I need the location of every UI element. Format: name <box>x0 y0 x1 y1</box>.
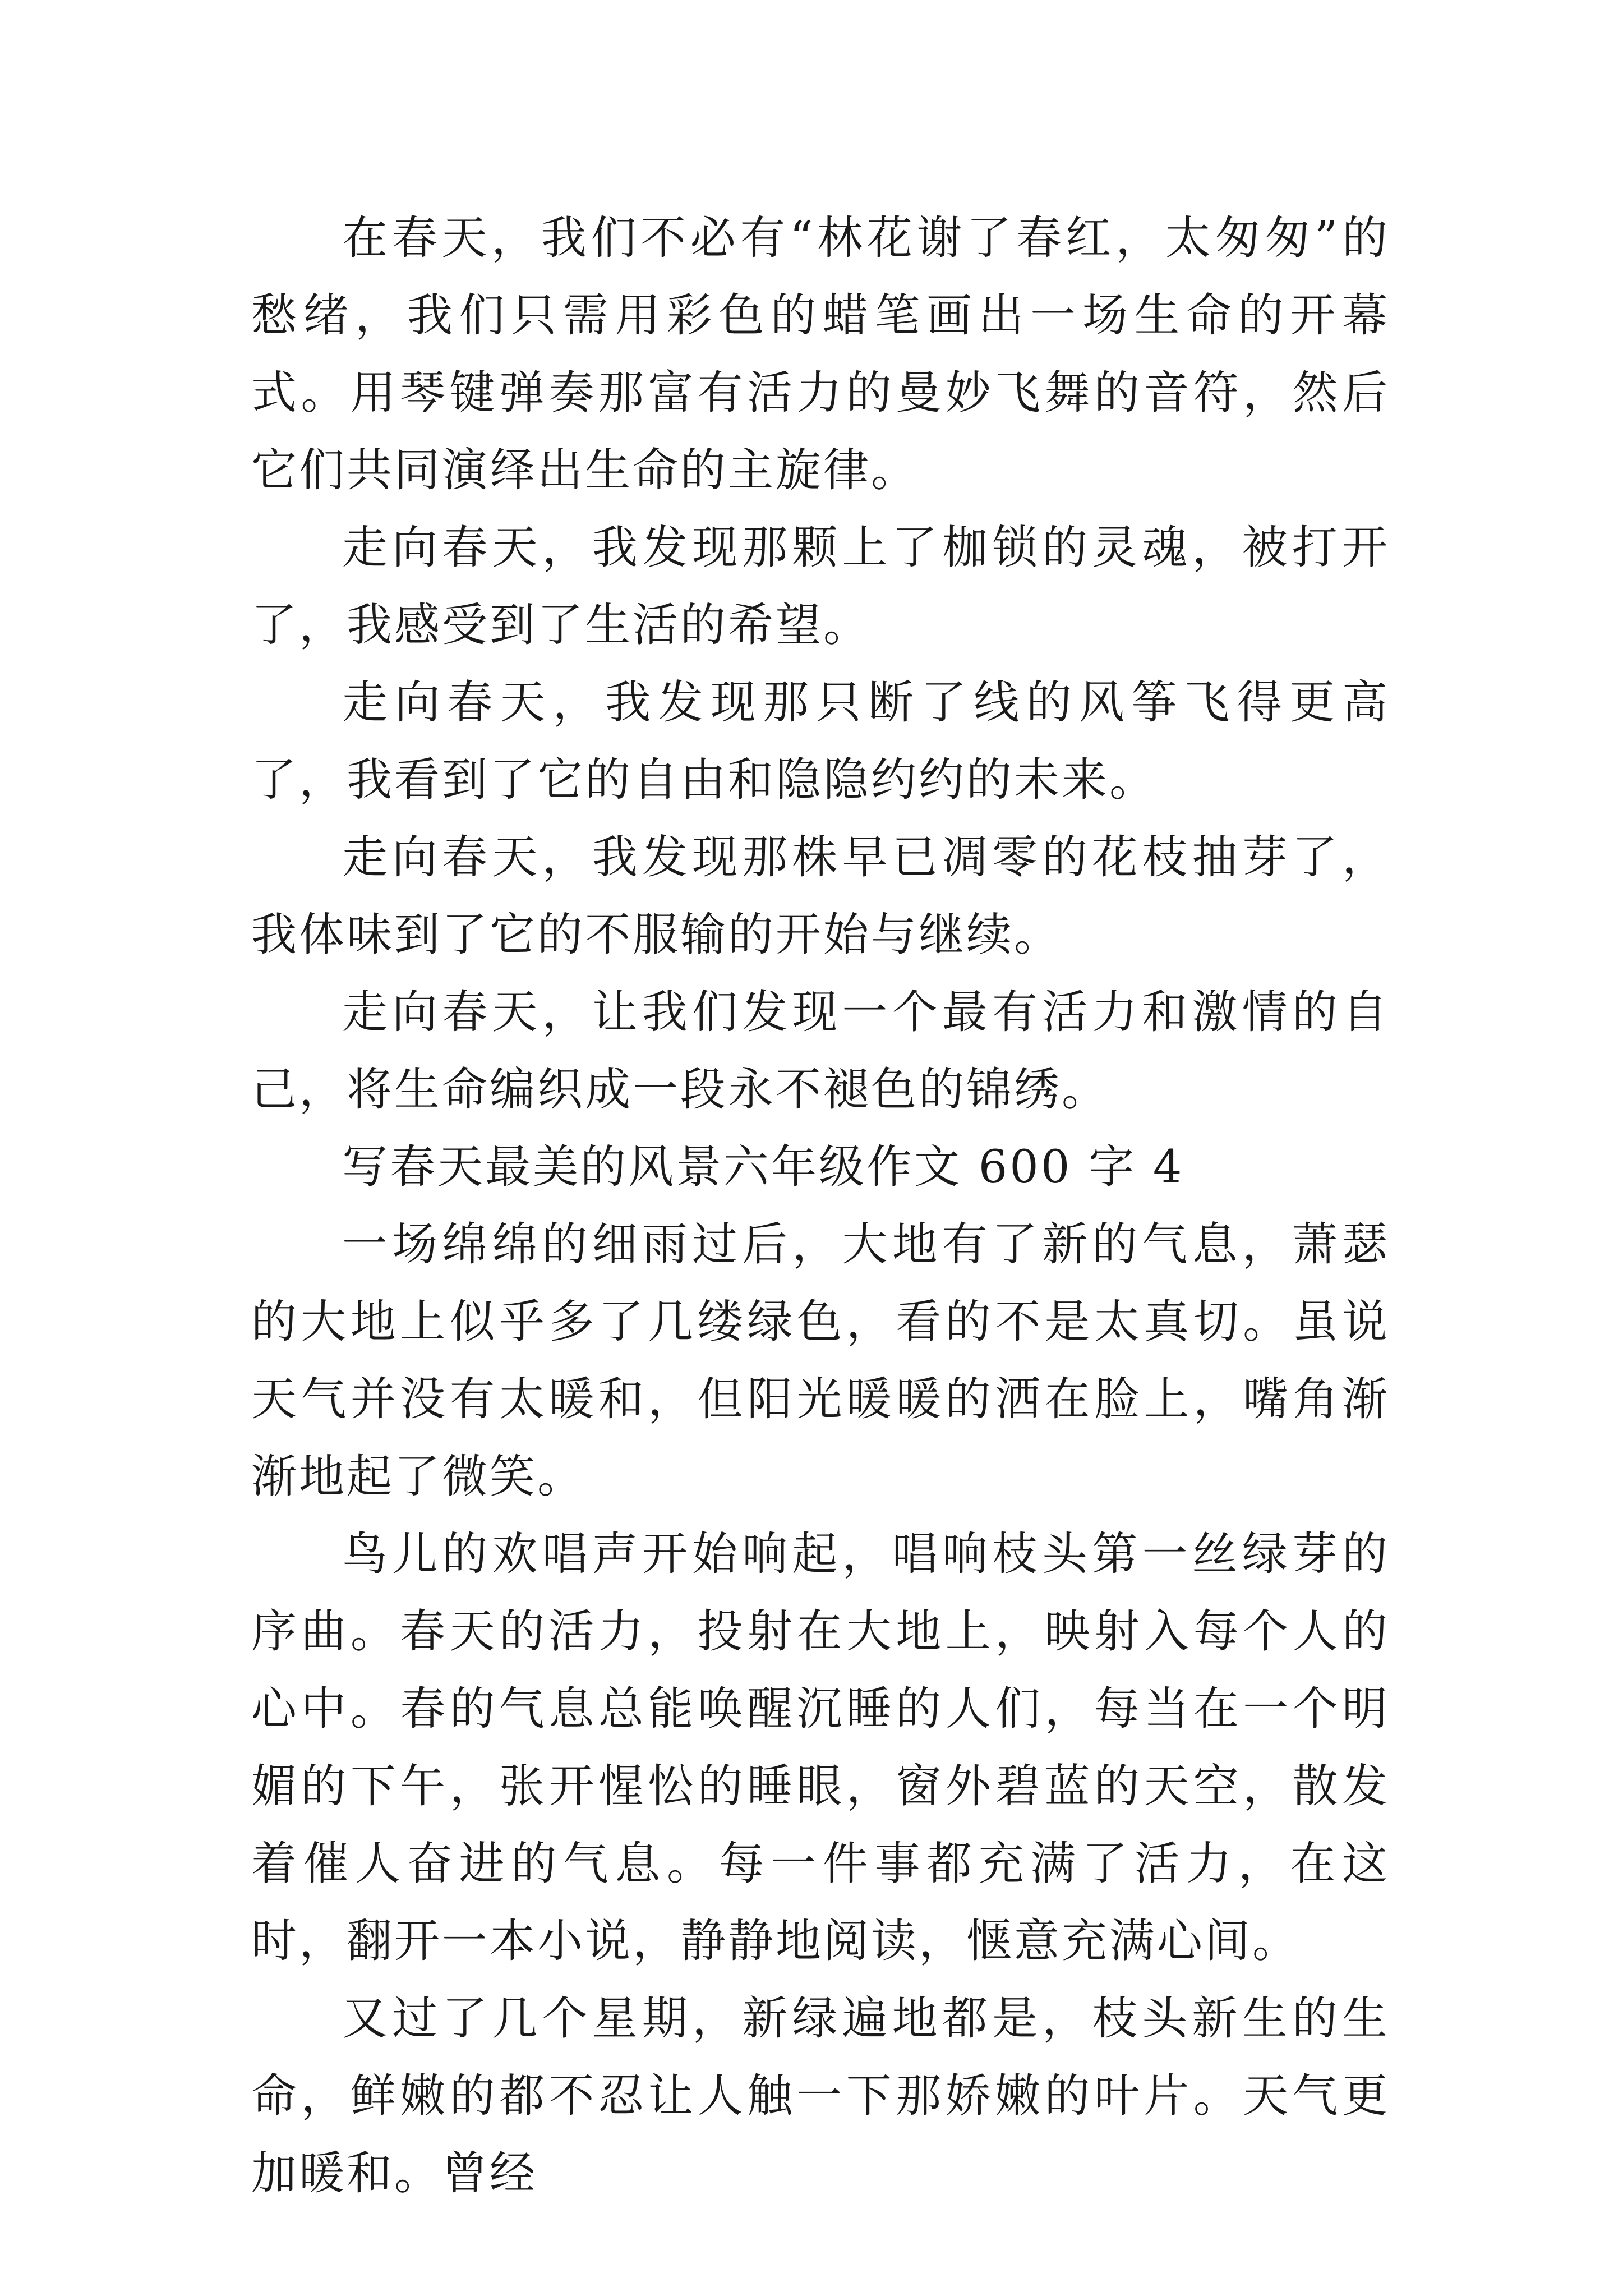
paragraph-new-green: 又过了几个星期，新绿遍地都是，枝头新生的生命，鲜嫩的都不忍让人触一下那娇嫩的叶片。天气更加暖和。曾经 <box>251 1993 1390 2200</box>
paragraph-soul-unlocked: 走向春天，我发现那颗上了枷锁的灵魂，被打开了，我感受到了生活的希望。 <box>251 522 1390 652</box>
paragraph-drizzle: 一场绵绵的细雨过后，大地有了新的气息，萧瑟的大地上似乎多了几缕绿色，看的不是太真切。虽说天气并没有太暖和，但阳光暖暖的洒在脸上，嘴角渐渐地起了微笑。 <box>251 1218 1390 1503</box>
paragraph-brocade: 走向春天，让我们发现一个最有活力和激情的自己，将生命编织成一段永不褪色的锦绣。 <box>251 986 1390 1116</box>
paragraph-branch-sprouting: 走向春天，我发现那株早已凋零的花枝抽芽了，我体味到了它的不服输的开始与继续。 <box>251 831 1390 961</box>
paragraph-birdsong: 鸟儿的欢唱声开始响起，唱响枝头第一丝绿芽的序曲。春天的活力，投射在大地上，映射入每个人的心中。春的气息总能唤醒沉睡的人们，每当在一个明媚的下午，张开惺忪的睡眼，窗外碧蓝的天空，散发着催人奋进的气息。每一件事都充满了活力，在这时，翻开一本小说，静静地阅读，惬意充满心间。 <box>251 1528 1390 1968</box>
paragraph-spring-melody: 在春天，我们不必有“林花谢了春红，太匆匆”的愁绪，我们只需用彩色的蜡笔画出一场生命的开幕式。用琴键弹奏那富有活力的曼妙飞舞的音符，然后它们共同演绎出生命的主旋律。 <box>251 212 1390 497</box>
essay-heading: 写春天最美的风景六年级作文 600 字 4 <box>342 1141 1184 1194</box>
paragraph-kite: 走向春天，我发现那只断了线的风筝飞得更高了，我看到了它的自由和隐隐约约的未来。 <box>251 677 1390 807</box>
essay-body <box>251 200 1390 2212</box>
